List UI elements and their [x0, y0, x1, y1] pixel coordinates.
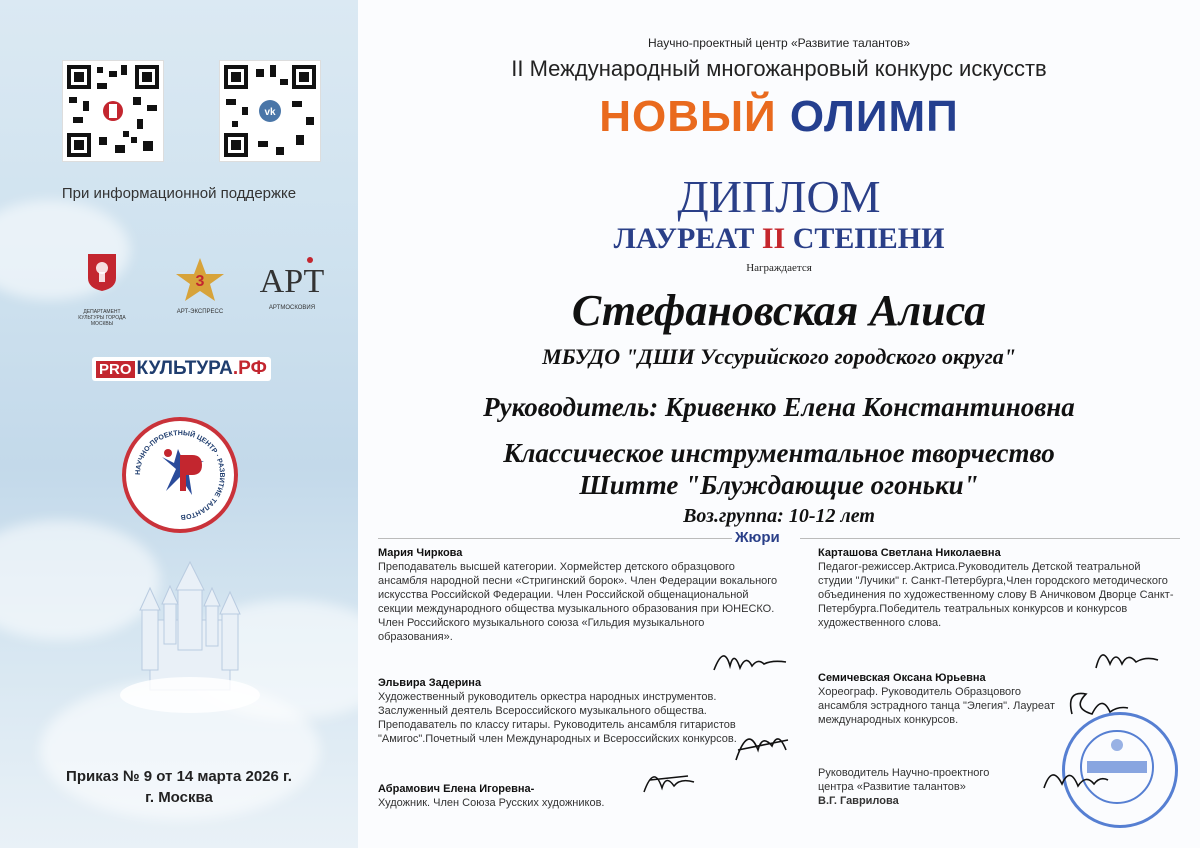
awarded-label: Награждается: [746, 262, 812, 274]
svg-text:3: 3: [195, 273, 205, 290]
qr-code-vk[interactable]: [219, 60, 321, 162]
signature-zaderina: [728, 720, 798, 770]
contest-title: II Международный многожанровый конкурс искусств: [511, 56, 1047, 81]
teacher-line: Руководитель: Кривенко Елена Константиновна: [483, 392, 1075, 422]
age-group: Воз.группа: 10-12 лет: [683, 505, 875, 527]
jury-member-name: Эльвира Задерина: [378, 677, 482, 689]
jury-member-bio: Художественный руководитель оркестра народных инструментов. Заслуженный деятель Всероссийского музыкального общества. Преподаватель по классу гитары. Руководитель ансамбля гитаристов "Амигос".Почетный член Международных и Всероссийских конкурсов.: [378, 691, 737, 745]
school-name: МБУДО "ДШИ Уссурийского городского округа": [542, 344, 1016, 369]
star-icon: [172, 256, 228, 304]
degree-word: СТЕПЕНИ: [792, 222, 945, 255]
signature-kartashova: [1092, 640, 1162, 676]
pro-kultura-logo[interactable]: [92, 357, 271, 381]
art-moscow-logo: [260, 252, 324, 311]
jury-member: [818, 671, 1058, 727]
svg-text:АРТ: АРТ: [259, 263, 325, 300]
castle-icon: [120, 560, 260, 710]
signature-gavrilova: [1040, 758, 1110, 798]
head-signature-block: [818, 766, 989, 808]
jury-divider-right: [800, 538, 1180, 539]
jury-member-name: Карташова Светлана Николаевна: [818, 547, 1001, 559]
laureate-degree: [358, 222, 1200, 256]
jury-heading: Жюри: [735, 529, 780, 546]
degree-number: II: [761, 222, 786, 255]
pro-main: КУЛЬТУРА: [136, 358, 233, 379]
pro-prefix: PRO: [96, 361, 135, 378]
art-moscow-label: АРТМОСКОВИЯ: [268, 305, 316, 311]
diploma-title: ДИПЛОМ: [677, 171, 881, 222]
art-express-label: АРТ-ЭКСПРЕСС: [176, 309, 224, 315]
info-support-label: При информационной поддержке: [61, 185, 297, 202]
moscow-coat-of-arms-icon: [86, 252, 118, 292]
head-title-line2: центра «Развитие талантов»: [818, 781, 966, 793]
svg-text:vk: vk: [264, 107, 276, 118]
art-moscow-mark-icon: [259, 252, 325, 300]
pro-suffix: .РФ: [232, 358, 267, 379]
order-city: г. Москва: [145, 789, 213, 806]
art-express-logo: [168, 256, 232, 315]
jury-divider-left: [378, 538, 732, 539]
brand-word-2: ОЛИМП: [789, 92, 959, 141]
jury-member: [818, 546, 1178, 630]
moscow-culture-logo: [72, 252, 132, 327]
jury-member: [378, 546, 778, 644]
qr-code-website[interactable]: [62, 60, 164, 162]
moscow-dept-label: ДЕПАРТАМЕНТ КУЛЬТУРЫ ГОРОДА МОСКВЫ: [78, 309, 126, 327]
laureate-word: ЛАУРЕАТ: [613, 222, 755, 255]
jury-member-bio: Педагог-режиссер.Актриса.Руководитель Детской театральной студии "Лучики" г. Санкт-Петербурга,Член городского методического объединения по художественному слову В Аничковом Дворце Санкт-Петербурга.Победитель театральных конкурсов и конкурсов художественного слова.: [818, 561, 1174, 629]
nomination-line: Классическое инструментальное творчество: [503, 438, 1055, 468]
jury-member-name: Абрамович Елена Игоревна-: [378, 783, 535, 795]
order-line: Приказ № 9 от 14 марта 2026 г.: [66, 768, 292, 785]
piece-line: Шитте "Блуждающие огоньки": [579, 470, 979, 500]
jury-member-name: Мария Чиркова: [378, 547, 463, 559]
seal-ring-text: НАУЧНО-ПРОЕКТНЫЙ ЦЕНТР · РАЗВИТИЕ ТАЛАНТОВ: [134, 429, 226, 521]
jury-member: [378, 676, 748, 746]
jury-member: [378, 782, 758, 810]
signature-abramovich: [640, 758, 700, 798]
head-name: В.Г. Гаврилова: [818, 795, 899, 807]
jury-member-bio: Художник. Член Союза Русских художников.: [378, 797, 605, 809]
organizer-line: Научно-проектный центр «Развитие талантов»: [647, 36, 910, 50]
signature-chirkova: [710, 640, 790, 680]
head-title-line1: Руководитель Научно-проектного: [818, 767, 990, 779]
jury-member-bio: Хореограф. Руководитель Образцового ансамбля эстрадного танца "Элегия". Лауреат международных конкурсов.: [818, 686, 1055, 726]
brand-word-1: НОВЫЙ: [599, 92, 777, 141]
jury-member-bio: Преподаватель высшей категории. Хормейстер детского образцового ансамбля народной песни «Стригинский борок». Член Федерации вокального искусства Российской Федерации. Член Российской общенациональной секции международного общества музыкального образования при ЮНЕСКО. Член Российского музыкального союза «Гильдия музыкального образования».: [378, 561, 778, 643]
castle-illustration: [120, 560, 260, 710]
recipient-name: Стефановская Алиса: [571, 286, 987, 335]
nomination-block: [358, 437, 1200, 501]
brand-title: [358, 92, 1200, 142]
talent-center-seal: [122, 417, 238, 533]
talent-center-emblem-icon: [122, 417, 238, 533]
jury-member-name: Семичевская Оксана Юрьевна: [818, 672, 986, 684]
